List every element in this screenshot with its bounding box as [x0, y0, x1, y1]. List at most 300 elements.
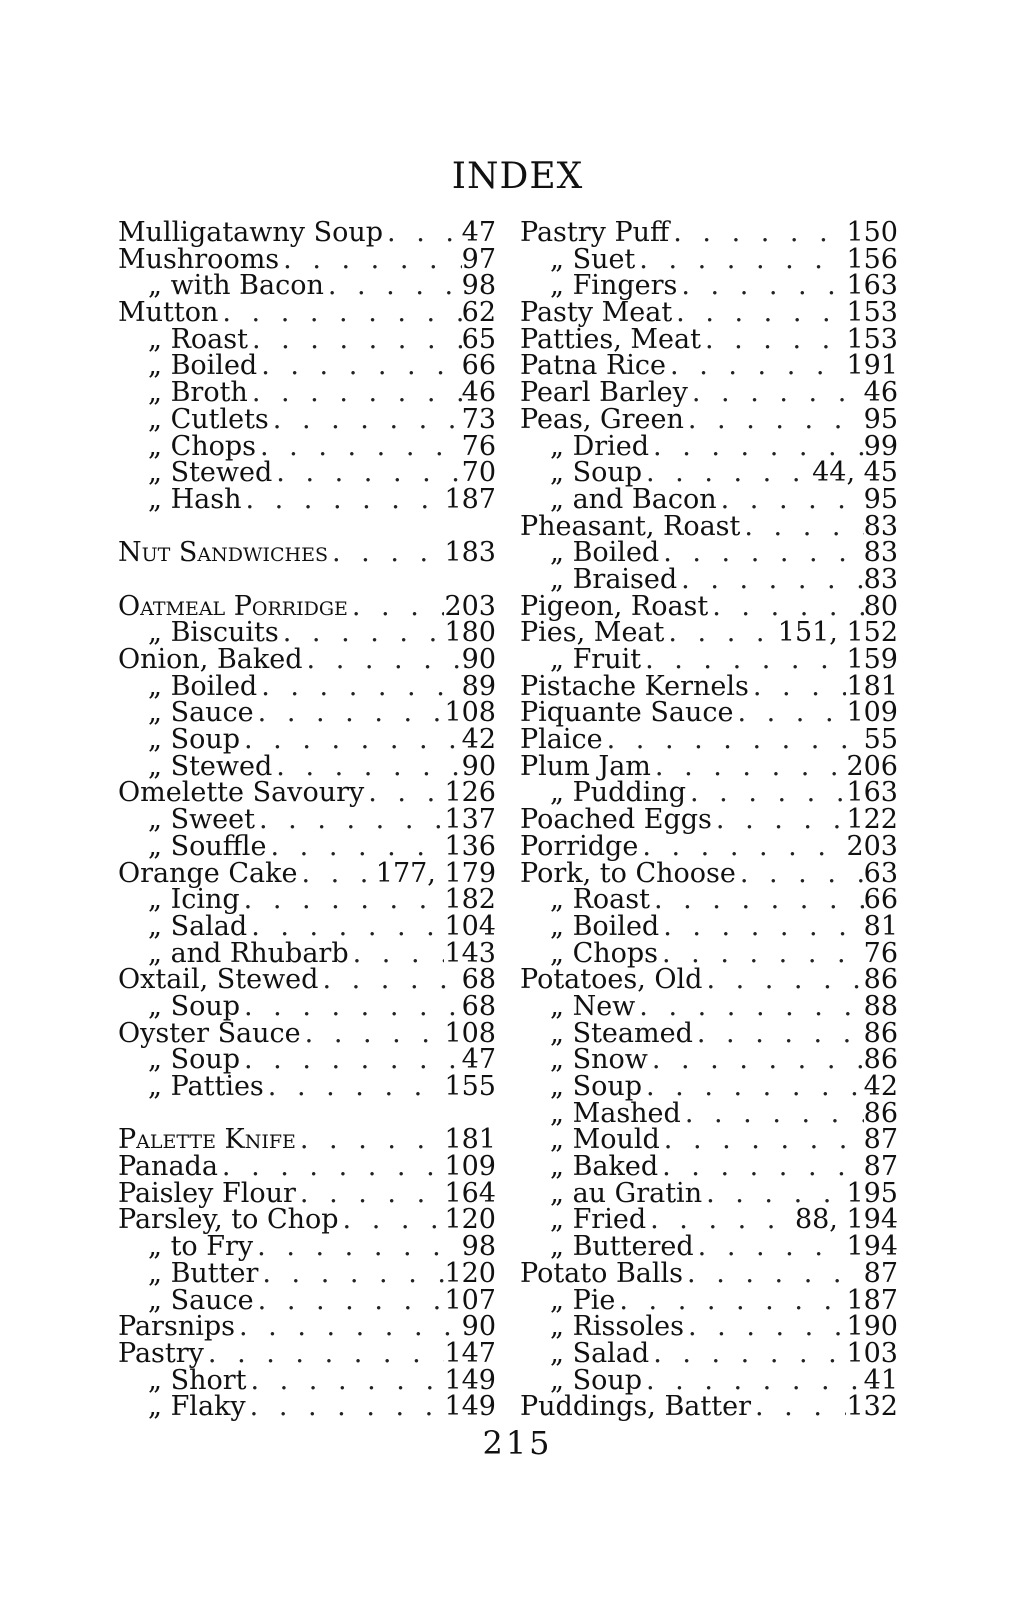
index-entry: [520, 457, 898, 489]
entry-page: 41: [863, 1364, 898, 1396]
dot-leader: [708, 594, 863, 621]
dot-leader: [267, 834, 445, 861]
dot-leader: [246, 1368, 444, 1395]
entry-page: 109: [846, 697, 898, 729]
entry-page: 86: [863, 1017, 898, 1049]
index-entry: [118, 243, 496, 275]
index-entry: [118, 670, 496, 702]
entry-page: 83: [863, 537, 898, 569]
entry-page: 132: [846, 1391, 898, 1423]
dot-leader: [318, 967, 461, 994]
dot-leader: [603, 727, 864, 754]
entry-label: „ Mould: [550, 1124, 660, 1156]
dot-leader: [717, 487, 864, 514]
entry-label: Orange Cake: [118, 857, 298, 889]
entry-page: 62: [461, 297, 496, 329]
index-entry: [520, 537, 898, 569]
entry-page: 190: [846, 1311, 898, 1343]
entry-label: „ Stewed: [148, 457, 273, 489]
dot-leader: [240, 727, 462, 754]
dot-leader: [677, 567, 863, 594]
entry-page: 76: [461, 430, 496, 462]
dot-leader: [257, 674, 461, 701]
index-entry: [118, 830, 496, 862]
dot-leader: [246, 1394, 445, 1421]
index-entry: [520, 964, 898, 996]
entry-label: „ Patties: [148, 1071, 264, 1102]
index-entry: [520, 377, 898, 409]
index-entry: [520, 990, 898, 1022]
entry-page: 46: [863, 377, 898, 409]
dot-leader: [693, 1021, 864, 1048]
entry-label: Puddings, Batter: [520, 1391, 751, 1423]
entry-page: 150: [846, 217, 898, 248]
entry-label: Potatoes, Old: [520, 964, 703, 996]
entry-label: „ Sweet: [148, 804, 255, 836]
index-entry: [520, 297, 898, 329]
dot-leader: [257, 353, 461, 380]
entry-page: 66: [461, 350, 496, 382]
dot-leader: [702, 967, 863, 994]
entry-label: „ with Bacon: [148, 270, 324, 302]
dot-leader: [649, 1341, 846, 1368]
entry-page: 143: [444, 937, 496, 969]
entry-page: 73: [461, 403, 496, 435]
entry-label: „ Biscuits: [148, 617, 279, 649]
dot-leader: [681, 1101, 864, 1128]
dot-leader: [712, 807, 847, 834]
entry-label: Pork, to Choose: [520, 857, 736, 889]
entry-label: „ Pudding: [550, 777, 687, 809]
entry-page: 87: [863, 1124, 898, 1156]
index-entry: [520, 563, 898, 595]
entry-label: „ Chops: [148, 430, 257, 462]
index-entry: [520, 403, 898, 435]
index-entry: [118, 430, 496, 462]
index-entry: [520, 1071, 898, 1102]
index-entry: [118, 617, 496, 649]
dot-leader: [638, 834, 846, 861]
entry-page: 147: [444, 1337, 496, 1369]
entry-label: „ Soup: [550, 1364, 642, 1396]
dot-leader: [740, 514, 863, 541]
entry-page: 98: [461, 270, 496, 302]
entry-label: „ Roast: [550, 884, 650, 916]
dot-leader: [241, 487, 444, 514]
index-entry: [118, 1151, 496, 1183]
entry-label: Piquante Sauce: [520, 697, 734, 729]
dot-leader: [733, 700, 846, 727]
entry-label: Pearl Barley: [520, 377, 688, 409]
index-entry: [520, 483, 898, 515]
entry-page: 107: [444, 1284, 496, 1316]
index-entry: [520, 590, 898, 622]
entry-label: Pheasant, Roast: [520, 510, 741, 542]
entry-page: 88, 194: [794, 1204, 898, 1236]
dot-leader: [235, 1314, 462, 1341]
entry-page: 99: [863, 430, 898, 462]
index-entry: [520, 1177, 898, 1209]
index-entry: [118, 483, 496, 515]
entry-page: 159: [846, 644, 898, 675]
entry-page: 47: [461, 1044, 496, 1076]
index-entry: [118, 910, 496, 942]
entry-page: 44, 45: [812, 457, 898, 489]
index-entry: [118, 297, 496, 329]
entry-page: 136: [444, 830, 496, 862]
dot-leader: [684, 407, 864, 434]
index-entry: [520, 804, 898, 836]
index-entry: [520, 1337, 898, 1369]
entry-label: „ Soup: [148, 990, 240, 1022]
index-entry: [520, 750, 898, 782]
index-entry: [520, 270, 898, 302]
entry-page: 122: [846, 804, 898, 836]
dot-leader: [650, 887, 864, 914]
index-entry: [520, 884, 898, 916]
index-entry: [520, 1124, 898, 1156]
entry-label: „ Sauce: [148, 1284, 254, 1316]
dot-leader: [256, 434, 462, 461]
entry-label: „ Soup: [148, 1044, 240, 1076]
dot-leader: [648, 1047, 864, 1074]
entry-page: 164: [444, 1177, 496, 1209]
entry-label: „ Boiled: [148, 670, 258, 702]
dot-leader: [658, 941, 864, 968]
entry-label: Poached Eggs: [520, 804, 712, 836]
dot-leader: [301, 1021, 445, 1048]
entry-label: Parsnips: [118, 1311, 235, 1343]
dot-leader: [649, 434, 864, 461]
entry-label: „ Broth: [148, 377, 248, 409]
entry-label: „ Icing: [148, 884, 240, 916]
entry-page: 81: [863, 910, 898, 942]
index-entry: [118, 990, 496, 1022]
entry-page: 104: [444, 910, 496, 942]
entry-page: 151, 152: [777, 617, 898, 649]
index-entry: [520, 350, 898, 382]
dot-leader: [247, 914, 444, 941]
entry-page: 95: [863, 403, 898, 435]
entry-page: 153: [846, 297, 898, 329]
index-entry: [520, 670, 898, 702]
entry-page: 87: [863, 1257, 898, 1289]
dot-leader: [659, 540, 863, 567]
index-entry: [118, 1124, 496, 1156]
index-entry: [118, 1311, 496, 1343]
index-entry: [520, 217, 898, 248]
entry-label: „ Souffle: [148, 830, 267, 862]
dot-leader: [642, 1074, 864, 1101]
entry-label: „ Snow: [550, 1044, 648, 1076]
index-entry: [520, 1364, 898, 1396]
entry-page: 180: [444, 617, 496, 649]
entry-page: 89: [461, 670, 496, 702]
entry-page: 163: [846, 270, 898, 302]
entry-page: 182: [444, 884, 496, 916]
index-entry: [118, 964, 496, 996]
entry-page: 66: [863, 884, 898, 916]
dot-leader: [615, 1288, 846, 1315]
entry-label: Pigeon, Roast: [520, 590, 709, 622]
entry-label: Patna Rice: [520, 350, 667, 382]
entry-label: Panada: [118, 1151, 218, 1183]
entry-page: 187: [846, 1284, 898, 1316]
entry-label: „ and Rhubarb: [148, 937, 349, 969]
entry-page: 181: [444, 1124, 496, 1156]
entry-page: 42: [863, 1071, 898, 1102]
dot-leader: [383, 220, 462, 247]
entry-label: „ Fruit: [550, 644, 642, 675]
entry-page: 109: [444, 1151, 496, 1183]
entry-label: „ Steamed: [550, 1017, 693, 1049]
dot-leader: [736, 861, 864, 888]
dot-leader: [651, 754, 847, 781]
entry-page: 120: [444, 1204, 496, 1236]
index-entry: [118, 270, 496, 302]
entry-label: Potato Balls: [520, 1257, 684, 1289]
entry-page: 70: [461, 457, 496, 489]
index-entry: [118, 804, 496, 836]
entry-page: 88: [863, 990, 898, 1022]
entry-page: 65: [461, 323, 496, 355]
dot-leader: [296, 1181, 445, 1208]
entry-label: „ Flaky: [148, 1391, 246, 1423]
dot-leader: [218, 1154, 445, 1181]
dot-leader: [264, 1074, 445, 1101]
dot-leader: [751, 1394, 846, 1421]
entry-page: 90: [461, 1311, 496, 1343]
dot-leader: [684, 1314, 846, 1341]
dot-leader: [279, 620, 445, 647]
entry-label: Plum Jam: [520, 750, 651, 782]
dot-leader: [297, 861, 375, 888]
dot-leader: [255, 807, 444, 834]
dot-leader: [683, 1261, 864, 1288]
entry-label: „ Hash: [148, 483, 242, 515]
dot-leader: [664, 620, 777, 647]
entry-page: 191: [846, 350, 898, 382]
entry-page: 47: [461, 217, 496, 248]
index-entry: [520, 617, 898, 649]
dot-leader: [660, 1127, 864, 1154]
index-entry: [118, 777, 496, 809]
dot-leader: [248, 380, 462, 407]
index-entry: [520, 644, 898, 675]
index-entry: [118, 323, 496, 355]
index-entry: [118, 697, 496, 729]
entry-label: „ Suet: [550, 243, 636, 275]
entry-label: „ Fried: [550, 1204, 647, 1236]
index-entry: [118, 1017, 496, 1049]
index-entry: [118, 403, 496, 435]
index-entry: [520, 857, 898, 889]
dot-leader: [677, 273, 846, 300]
dot-leader: [642, 1368, 864, 1395]
index-entry: [118, 724, 496, 756]
index-entry: [520, 830, 898, 862]
index-entry: [118, 1284, 496, 1316]
entry-page: 63: [863, 857, 898, 889]
entry-label: Omelette Savoury: [118, 777, 365, 809]
entry-page: 163: [846, 777, 898, 809]
entry-page: 126: [444, 777, 496, 809]
entry-label: „ Stewed: [148, 750, 273, 782]
index-entry: [520, 1151, 898, 1183]
dot-leader: [272, 460, 461, 487]
entry-label: „ Soup: [550, 1071, 642, 1102]
dot-leader: [279, 247, 461, 274]
index-entry: [520, 697, 898, 729]
entry-label: „ Salad: [550, 1337, 650, 1369]
index-entry: [118, 514, 496, 541]
entry-label: „ and Bacon: [550, 483, 717, 515]
dot-leader: [254, 1288, 445, 1315]
index-entry: [118, 457, 496, 489]
entry-label: „ Boiled: [550, 910, 660, 942]
entry-page: 156: [846, 243, 898, 275]
entry-page: 149: [444, 1364, 496, 1396]
entry-page: 203: [846, 830, 898, 862]
entry-page: 194: [846, 1231, 898, 1263]
index-entry: [118, 1101, 496, 1128]
entry-label: „ Braised: [550, 563, 678, 595]
dot-leader: [659, 914, 863, 941]
index-entry: [118, 537, 496, 569]
entry-page: 80: [863, 590, 898, 622]
index-entry: [118, 377, 496, 409]
entry-label: Mushrooms: [118, 243, 280, 275]
entry-label: „ Soup: [550, 457, 642, 489]
dot-leader: [686, 780, 846, 807]
dot-leader: [296, 1127, 445, 1154]
entry-page: 181: [846, 670, 898, 702]
entry-label: „ Sauce: [148, 697, 254, 729]
index-entry: [118, 1204, 496, 1236]
entry-label: Nut Sandwiches: [118, 537, 328, 569]
entry-label: „ Roast: [148, 323, 248, 355]
entry-label: Mulligatawny Soup: [118, 217, 384, 248]
index-entry: [118, 1257, 496, 1289]
entry-label: „ Cutlets: [148, 403, 269, 435]
entry-label: Pastry: [118, 1337, 204, 1369]
index-entry: [118, 217, 496, 248]
dot-leader: [701, 327, 846, 354]
entry-page: 95: [863, 483, 898, 515]
entry-page: 76: [863, 937, 898, 969]
dot-leader: [646, 1207, 795, 1234]
entry-page: 68: [461, 964, 496, 996]
entry-page: 203: [444, 590, 496, 622]
index-entry: [520, 1311, 898, 1343]
entry-label: „ Rissoles: [550, 1311, 684, 1343]
entry-label: „ Baked: [550, 1151, 659, 1183]
entry-label: Palette Knife: [118, 1124, 296, 1156]
dot-leader: [364, 780, 444, 807]
index-entry: [520, 243, 898, 275]
entry-page: 187: [444, 483, 496, 515]
dot-leader: [642, 460, 812, 487]
entry-label: Pasty Meat: [520, 297, 673, 329]
index-entry: [118, 1391, 496, 1423]
index-entry: [520, 1231, 898, 1263]
dot-leader: [635, 994, 863, 1021]
index-entry: [520, 1044, 898, 1076]
entry-page: 87: [863, 1151, 898, 1183]
index-entry: [520, 777, 898, 809]
index-entry: [520, 430, 898, 462]
entry-page: 183: [444, 537, 496, 569]
dot-leader: [254, 700, 445, 727]
dot-leader: [324, 273, 462, 300]
dot-leader: [204, 1341, 445, 1368]
index-entry: [520, 724, 898, 756]
index-entry: [520, 1204, 898, 1236]
index-entry: [118, 884, 496, 916]
dot-leader: [688, 380, 864, 407]
entry-label: „ Soup: [148, 724, 240, 756]
index-entry: [118, 567, 496, 594]
dot-leader: [253, 1234, 461, 1261]
page-number: 215: [482, 1424, 553, 1462]
dot-leader: [258, 1261, 444, 1288]
entry-label: „ au Gratin: [550, 1177, 703, 1209]
dot-leader: [694, 1234, 847, 1261]
entry-label: „ to Fry: [148, 1231, 254, 1263]
entry-page: 108: [444, 1017, 496, 1049]
entry-label: „ Dried: [550, 430, 650, 462]
entry-label: Parsley, to Chop: [118, 1204, 339, 1236]
index-entry: [520, 1257, 898, 1289]
entry-page: 46: [461, 377, 496, 409]
index-entry: [520, 910, 898, 942]
entry-label: „ Pie: [550, 1284, 616, 1316]
entry-page: 120: [444, 1257, 496, 1289]
entry-label: Peas, Green: [520, 403, 684, 435]
entry-label: Porridge: [520, 830, 639, 862]
index-entry: [118, 750, 496, 782]
entry-page: 90: [461, 750, 496, 782]
page-title: INDEX: [451, 156, 584, 197]
dot-leader: [269, 407, 462, 434]
dot-leader: [240, 887, 445, 914]
index-entry: [118, 1177, 496, 1209]
index-entry: [118, 1044, 496, 1076]
dot-leader: [635, 247, 846, 274]
dot-leader: [218, 300, 461, 327]
dot-leader: [272, 754, 461, 781]
entry-label: „ Chops: [550, 937, 659, 969]
entry-page: 86: [863, 964, 898, 996]
index-entry: [118, 1231, 496, 1263]
dot-leader: [339, 1207, 445, 1234]
entry-label: „ Butter: [148, 1257, 259, 1289]
index-entry: [118, 857, 496, 889]
index-entry: [118, 1337, 496, 1369]
entry-label: Onion, Baked: [118, 644, 303, 675]
dot-leader: [669, 220, 846, 247]
entry-page: 177, 179: [375, 857, 496, 889]
entry-page: 86: [863, 1097, 898, 1129]
entry-page: 195: [846, 1177, 898, 1209]
dot-leader: [641, 647, 846, 674]
entry-page: 137: [444, 804, 496, 836]
index-column-left: [118, 217, 496, 1423]
index-entry: [118, 350, 496, 382]
entry-label: „ Boiled: [550, 537, 660, 569]
entry-page: 86: [863, 1044, 898, 1076]
index-entry: [520, 1391, 898, 1423]
